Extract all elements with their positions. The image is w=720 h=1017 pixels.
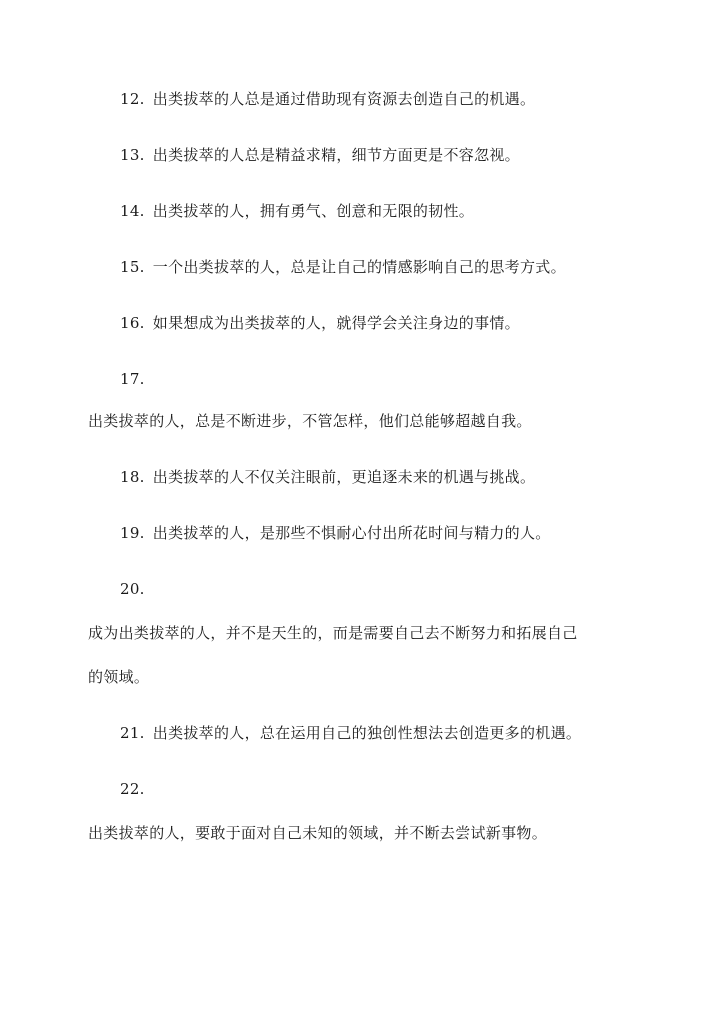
item-number: 19.: [120, 524, 145, 542]
item-text: 出类拔萃的人，是那些不惧耐心付出所花时间与精力的人。: [152, 524, 551, 542]
item-text: 出类拔萃的人总是通过借助现有资源去创造自己的机遇。: [152, 90, 536, 108]
item-text: 出类拔萃的人，拥有勇气、创意和无限的韧性。: [152, 202, 475, 220]
item-text: 出类拔萃的人，要敢于面对自己未知的领域，并不断去尝试新事物。: [88, 824, 548, 842]
item-text-continued: 的领域。: [88, 668, 150, 686]
item-text: 出类拔萃的人，总是不断进步，不管怎样，他们总能够超越自我。: [88, 412, 532, 430]
item-text: 出类拔萃的人不仅关注眼前，更追逐未来的机遇与挑战。: [152, 468, 536, 486]
list-item: [120, 523, 551, 543]
list-item: [120, 201, 474, 221]
list-item: [120, 89, 535, 109]
list-item: [120, 313, 520, 333]
list-item: [120, 467, 535, 487]
item-number: 16.: [120, 314, 145, 332]
item-number: 13.: [120, 146, 145, 164]
item-text: 出类拔萃的人，总在运用自己的独创性想法去创造更多的机遇。: [152, 724, 582, 742]
item-text: 如果想成为出类拔萃的人，就得学会关注身边的事情。: [152, 314, 520, 332]
item-text: 出类拔萃的人总是精益求精，细节方面更是不容忽视。: [152, 146, 520, 164]
list-item: [120, 257, 566, 277]
item-number: 12.: [120, 90, 145, 108]
item-number: 15.: [120, 258, 145, 276]
item-number: 20.: [120, 580, 145, 598]
item-number: 21.: [120, 724, 145, 742]
list-item: [120, 723, 581, 743]
item-number: 22.: [120, 780, 145, 798]
item-number: 17.: [120, 370, 145, 388]
item-number: 18.: [120, 468, 145, 486]
item-text: 一个出类拔萃的人，总是让自己的情感影响自己的思考方式。: [152, 258, 566, 276]
item-text: 成为出类拔萃的人，并不是天生的，而是需要自己去不断努力和拓展自己: [88, 624, 578, 642]
item-number: 14.: [120, 202, 145, 220]
list-item: [120, 145, 520, 165]
